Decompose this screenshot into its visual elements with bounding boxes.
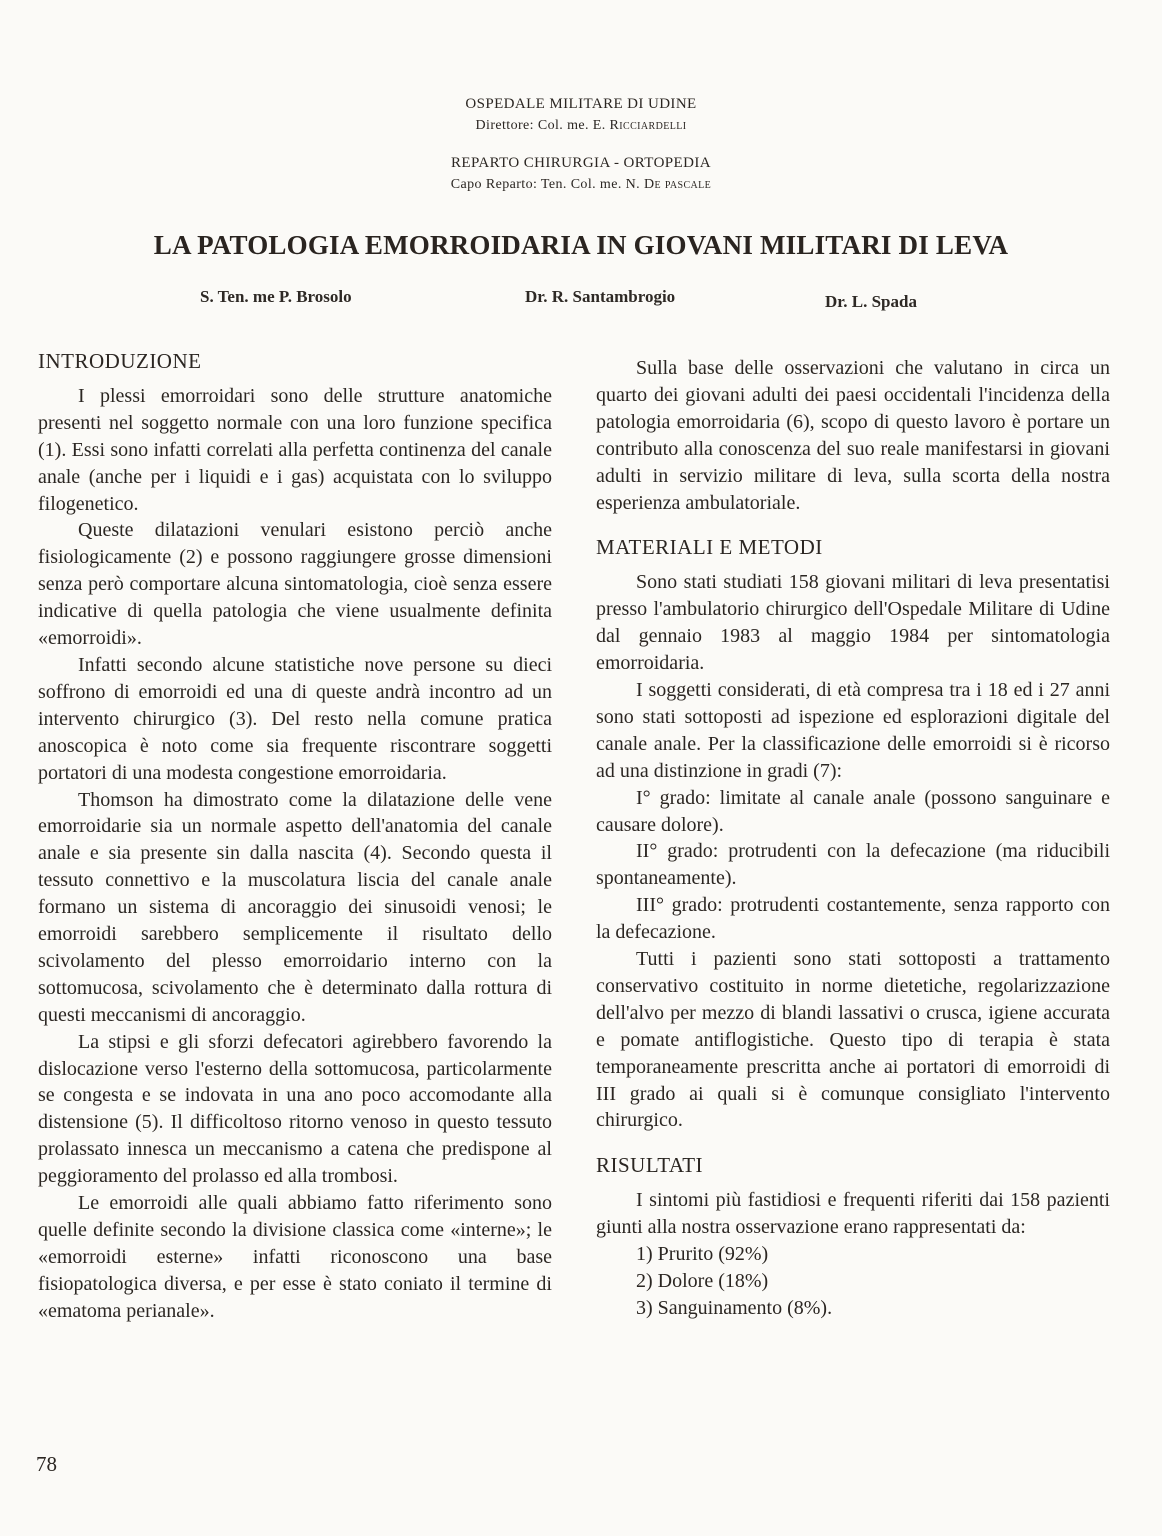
section-heading-introduzione: INTRODUZIONE [38, 349, 202, 373]
symptom-item: 2) Dolore (18%) [636, 1270, 769, 1292]
paragraph: Sulla base delle osservazioni che valutano in circa un quarto dei giovani adulti dei paesi occidentali l'incidenza della patologia emorroidaria (6), scopo di questo lavoro è portare un contributo alla conoscenza del suo reale manifestarsi in giovani adulti in servizio militare di leva, sulla scorta della nostra esperienza ambulatoriale. [596, 357, 1110, 514]
right-column [596, 355, 1110, 1322]
left-column [38, 348, 552, 1325]
grade-item: III° grado: protrudenti costantemente, senza rapporto con la defecazione. [596, 894, 1110, 944]
paragraph: I soggetti considerati, di età compresa tra i 18 ed i 27 anni sono stati sottoposti ad ispezione ed esplorazioni digitale del canale anale. Per la classificazione delle emorroidi si è ricorso ad una distinzione in gradi (7): [596, 678, 1110, 782]
author-3: Dr. L. Spada [825, 292, 917, 311]
symptom-item: 1) Prurito (92%) [636, 1243, 769, 1266]
department-name: REPARTO CHIRURGIA - ORTOPEDIA [451, 155, 711, 171]
paragraph: I plessi emorroidari sono delle strutture anatomiche presenti nel soggetto normale con una loro funzione specifica (1). Essi sono infatti correlati alla perfetta continenza del canale anale (anche per i liquidi e i gas) acquistata con lo sviluppo filogenetico. [38, 384, 552, 515]
page-number: 78 [36, 1452, 57, 1476]
paragraph: La stipsi e gli sforzi defecatori agirebbero favorendo la dislocazione verso l'esterno della sottomucosa, particolarmente se congesta e se indovata in una ano poco accomodante alla distensione (5). Il difficoltoso ritorno venoso in questo tessuto prolassato innesca un meccanismo a catena che predispone al peggioramento del prolasso ed alla trombosi. [38, 1030, 552, 1188]
author-2: Dr. R. Santambrogio [525, 287, 676, 306]
director-line: Direttore: Col. me. E. Ricciardelli [475, 118, 687, 133]
section-heading-materiali-metodi: MATERIALI E METODI [596, 535, 823, 560]
grade-item: II° grado: protrudenti con la defecazione (ma riducibili spontaneamente). [596, 840, 1110, 890]
section-heading-risultati: RISULTATI [596, 1153, 704, 1178]
paragraph: Thomson ha dimostrato come la dilatazione delle vene emorroidarie sia un normale aspetto dell'anatomia del canale anale e sia presente sin dalla nascita (4). Secondo questa il tessuto connettivo e la muscolatura liscia del canale anale formano un sistema di ancoraggio dei sinusoidi venosi; le emorroidi sarebbero semplicemente il risultato dello scivolamento del plesso emorroidario interno con la sottomucosa, scivolamento che è determinato dalla rottura di questi meccanismi di ancoraggio. [38, 788, 552, 1026]
paragraph: Sono stati studiati 158 giovani militari di leva presentatisi presso l'ambulatorio chirurgico dell'Ospedale Militare di Udine dal gennaio 1983 al maggio 1984 per sintomatologia emorroidaria. [596, 571, 1110, 675]
paragraph: Infatti secondo alcune statistiche nove persone su dieci soffrono di emorroidi ed una di queste andrà incontro ad un intervento chirurgico (3). Del resto nella comune pratica anoscopica è noto come sia frequente riscontrare soggetti portatori di una modesta congestione emorroidaria. [38, 653, 552, 784]
symptom-item: 3) Sanguinamento (8%). [636, 1296, 833, 1319]
paragraph: Le emorroidi alle quali abbiamo fatto riferimento sono quelle definite secondo la divisione classica come «interne»; le «emorroidi esterne» infatti riconoscono una base fisiopatologica diversa, e per esse è stato coniato il termine di «ematoma perianale». [38, 1192, 552, 1322]
paragraph: I sintomi più fastidiosi e frequenti riferiti dai 158 pazienti giunti alla nostra osservazione erano rappresentati da: [596, 1189, 1110, 1239]
institution-name: OSPEDALE MILITARE DI UDINE [465, 96, 697, 112]
paragraph: Queste dilatazioni venulari esistono perciò anche fisiologicamente (2) e possono raggiungere grosse dimensioni senza però comportare alcuna sintomatologia, cioè senza essere indicative di quella patologia che viene usualmente definita «emorroidi». [38, 519, 552, 650]
chief-line: Capo Reparto: Ten. Col. me. N. De pascale [450, 177, 712, 192]
author-1: S. Ten. me P. Brosolo [200, 287, 352, 306]
article-title: LA PATOLOGIA EMORROIDARIA IN GIOVANI MILITARI DI LEVA [153, 230, 1009, 260]
paragraph: Tutti i pazienti sono stati sottoposti a trattamento conservativo costituito in norme dietetiche, regolarizzazione dell'alvo per mezzo di blandi lassativi o crusca, igiene accurata e pomate antiflogistiche. Questo tipo di terapia è stata temporaneamente prescritta anche ai portatori di emorroidi di III grado ai quali si è comunque consigliato l'intervento chirurgico. [596, 948, 1110, 1132]
grade-item: I° grado: limitate al canale anale (possono sanguinare e causare dolore). [596, 786, 1110, 836]
